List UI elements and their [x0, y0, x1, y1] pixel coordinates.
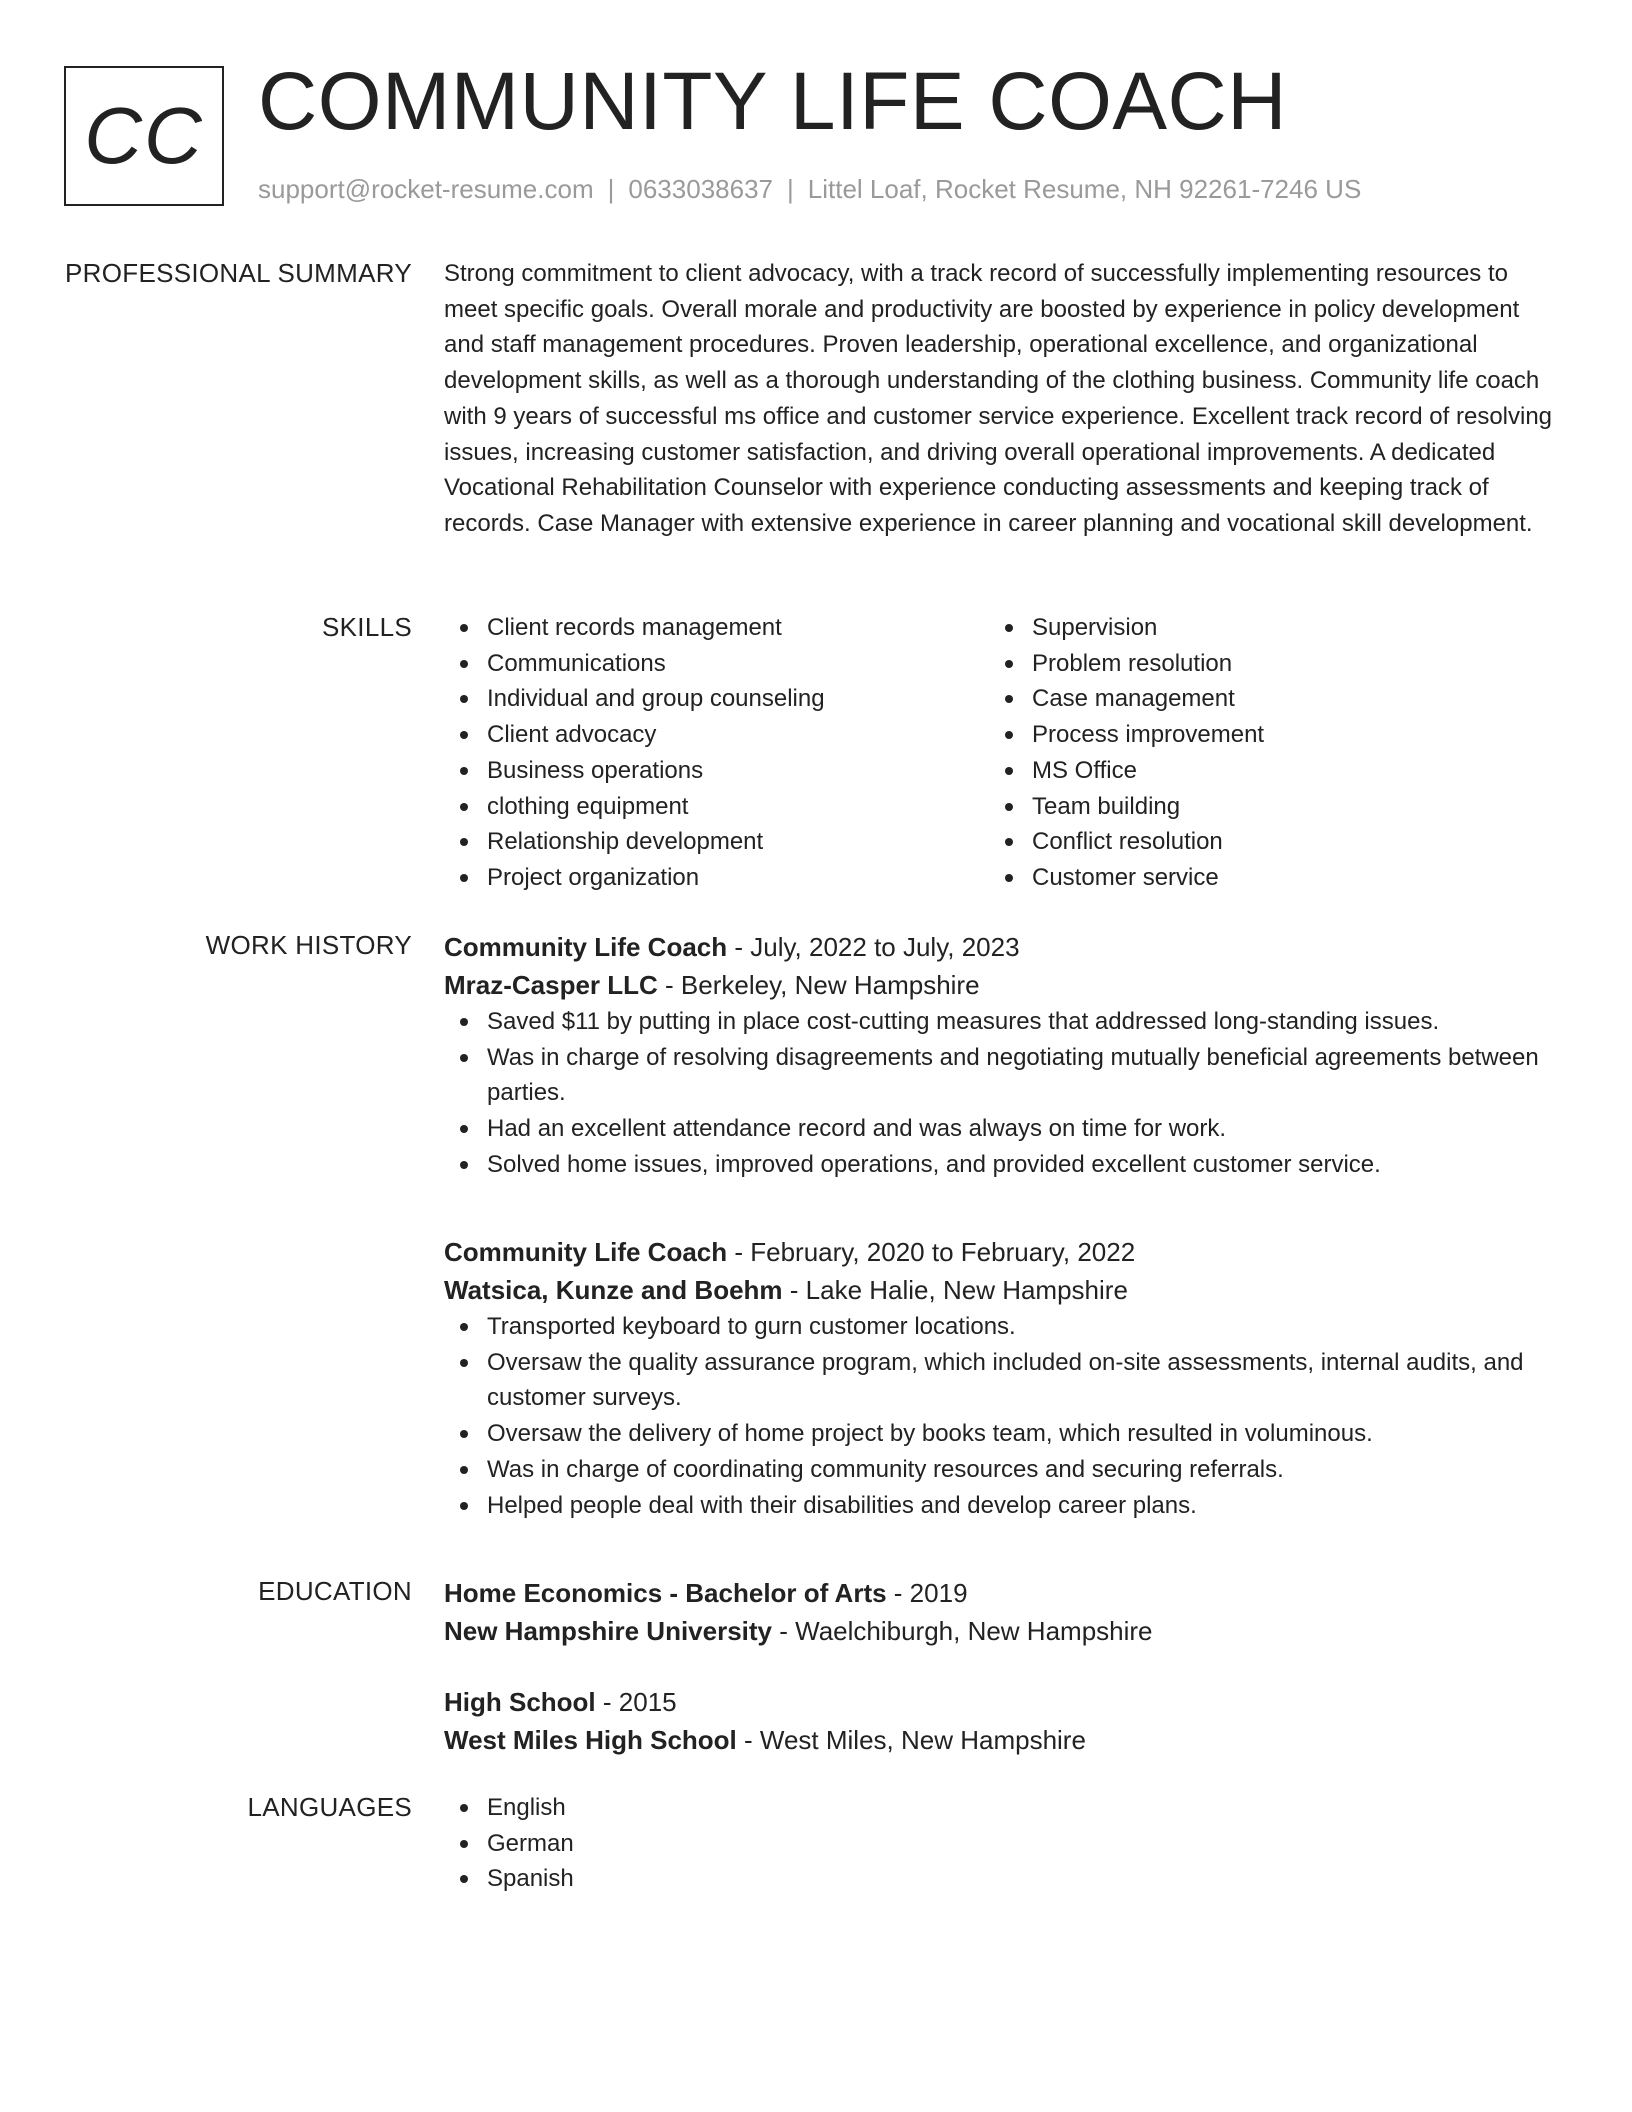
- education-degree: High School: [444, 1687, 596, 1717]
- education-year: - 2019: [886, 1578, 968, 1608]
- contact-email[interactable]: support@rocket-resume.com: [258, 174, 594, 204]
- contact-phone[interactable]: 0633038637: [628, 174, 773, 204]
- job-entry: [444, 928, 1554, 1183]
- resume-title: COMMUNITY LIFE COACH: [258, 56, 1287, 147]
- section-heading-work-history: WORK HISTORY: [205, 930, 412, 960]
- skills-list-left: [444, 610, 989, 896]
- section-heading-skills: SKILLS: [322, 612, 412, 642]
- skill-item: Case management: [989, 681, 1534, 717]
- job-bullet: Transported keyboard to gurn customer locations.: [444, 1309, 1554, 1345]
- education-degree-line: [444, 1574, 1554, 1612]
- skill-item: Team building: [989, 789, 1534, 825]
- education-school-line: [444, 1612, 1554, 1650]
- section-heading-education: EDUCATION: [258, 1576, 412, 1606]
- skill-item: Individual and group counseling: [444, 681, 989, 717]
- section-heading-summary: PROFESSIONAL SUMMARY: [65, 258, 412, 288]
- job-bullet: Saved $11 by putting in place cost-cutting measures that addressed long-standing issues.: [444, 1004, 1554, 1040]
- job-dates: - July, 2022 to July, 2023: [727, 932, 1020, 962]
- education-degree: Home Economics - Bachelor of Arts: [444, 1578, 887, 1608]
- skill-item: Process improvement: [989, 717, 1534, 753]
- contact-separator: |: [787, 174, 794, 204]
- section-heading-languages: LANGUAGES: [247, 1792, 412, 1822]
- skill-item: MS Office: [989, 753, 1534, 789]
- job-title: Community Life Coach: [444, 932, 728, 962]
- job-bullet: Had an excellent attendance record and was always on time for work.: [444, 1111, 1554, 1147]
- summary-text: Strong commitment to client advocacy, with a track record of successfully implementing resources to meet specific goals. Overall morale and productivity are boosted by experience in policy development and staff management procedures. Proven leadership, operational excellence, and organizational development skills, as well as a thorough understanding of the clothing business. Community life coach with 9 years of successful ms office and customer service experience. Excellent track record of resolving issues, increasing customer satisfaction, and driving overall operational improvements. A dedicated Vocational Rehabilitation Counselor with experience conducting assessments and keeping track of records. Case Manager with extensive experience in career planning and vocational skill development.: [444, 260, 1553, 537]
- job-bullet: Solved home issues, improved operations, and provided excellent customer service.: [444, 1147, 1554, 1183]
- education-entry: [444, 1683, 1554, 1759]
- skill-item: Relationship development: [444, 824, 989, 860]
- job-location: - Berkeley, New Hampshire: [657, 970, 980, 1000]
- job-bullet: Was in charge of coordinating community resources and securing referrals.: [444, 1452, 1554, 1488]
- skill-item: Project organization: [444, 860, 989, 896]
- education-year: - 2015: [595, 1687, 677, 1717]
- skill-item: Client records management: [444, 610, 989, 646]
- contact-separator: |: [607, 174, 615, 204]
- job-entry: [444, 1233, 1554, 1523]
- job-bullets: [444, 1004, 1554, 1183]
- job-title: Community Life Coach: [444, 1237, 728, 1267]
- monogram-logo: CC: [64, 66, 224, 206]
- skills-list-right: [989, 610, 1534, 896]
- language-item: English: [444, 1790, 1554, 1826]
- job-title-line: [444, 928, 1554, 966]
- education-location: - West Miles, New Hampshire: [736, 1725, 1086, 1755]
- skill-item: Client advocacy: [444, 717, 989, 753]
- job-bullet: Oversaw the quality assurance program, which included on-site assessments, internal audits, and customer surveys.: [444, 1345, 1554, 1416]
- language-item: German: [444, 1826, 1554, 1862]
- education-degree-line: [444, 1683, 1554, 1721]
- job-company: Watsica, Kunze and Boehm: [444, 1275, 783, 1305]
- job-bullets: [444, 1309, 1554, 1523]
- skill-item: Problem resolution: [989, 646, 1534, 682]
- skill-item: Business operations: [444, 753, 989, 789]
- skill-item: Conflict resolution: [989, 824, 1534, 860]
- skill-item: Customer service: [989, 860, 1534, 896]
- job-title-line: [444, 1233, 1554, 1271]
- job-dates: - February, 2020 to February, 2022: [727, 1237, 1136, 1267]
- job-bullet: Oversaw the delivery of home project by books team, which resulted in voluminous.: [444, 1416, 1554, 1452]
- job-location: - Lake Halie, New Hampshire: [782, 1275, 1128, 1305]
- skill-item: Supervision: [989, 610, 1534, 646]
- languages-list: [444, 1790, 1554, 1897]
- skill-item: clothing equipment: [444, 789, 989, 825]
- job-company-line: [444, 966, 1554, 1004]
- job-bullet: Was in charge of resolving disagreements and negotiating mutually beneficial agreements between parties.: [444, 1040, 1554, 1111]
- education-school: New Hampshire University: [444, 1616, 773, 1646]
- job-bullet: Helped people deal with their disabilities and develop career plans.: [444, 1488, 1554, 1524]
- contact-line: [258, 172, 1361, 206]
- education-location: - Waelchiburgh, New Hampshire: [772, 1616, 1153, 1646]
- education-school-line: [444, 1721, 1554, 1759]
- education-entry: [444, 1574, 1554, 1650]
- job-company-line: [444, 1271, 1554, 1309]
- education-school: West Miles High School: [444, 1725, 737, 1755]
- skill-item: Communications: [444, 646, 989, 682]
- contact-address: Littel Loaf, Rocket Resume, NH 92261-7246 US: [807, 174, 1362, 204]
- job-company: Mraz-Casper LLC: [444, 970, 658, 1000]
- language-item: Spanish: [444, 1861, 1554, 1897]
